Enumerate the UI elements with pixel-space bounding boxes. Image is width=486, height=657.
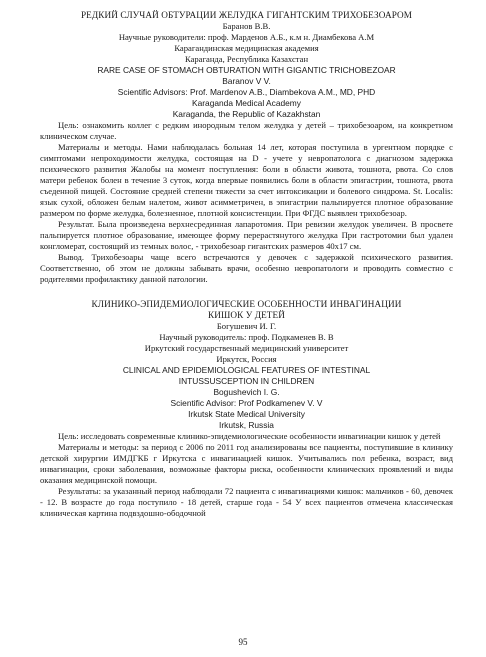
article2-institution-ru: Иркутский государственный медицинский университет	[144, 343, 349, 353]
article2-title-en-line1: CLINICAL AND EPIDEMIOLOGICAL FEATURES OF INTESTINAL	[122, 365, 371, 375]
article1-institution-ru: Карагандинская медицинская академия	[174, 43, 319, 53]
article2-title-ru-line1: КЛИНИКО-ЭПИДЕМИОЛОГИЧЕСКИЕ ОСОБЕННОСТИ ИНВАГИНАЦИИ	[91, 299, 402, 309]
article1-paragraph: Вывод. Трихобезоары чаще всего встречаются у девочек с задержкой психического развития. Соответственно, об этом не должны забывать врачи, особенно невропатологи и проводить совместно с родителями профилактику данной патологии.	[40, 252, 453, 284]
article1-advisors-ru: Научные руководители: проф. Марденов А.Б., к.м н. Диамбекова А.М	[118, 32, 375, 42]
article2-advisors-en: Scientific Advisor: Prof Podkamenev V. V	[170, 398, 323, 408]
section-spacer	[40, 285, 453, 299]
article1-city-en: Karaganda, the Republic of Kazakhstan	[172, 109, 321, 119]
article2-advisors-ru: Научный руководитель: проф. Подкаменев В. В	[159, 332, 334, 342]
article2-institution-en: Irkutsk State Medical University	[188, 409, 305, 419]
article1-paragraph: Материалы и методы. Нами наблюдалась больная 14 лет, которая поступила в ургентном порядке с симптомами непроходимости желудка, состоящая на D - учете у невропатолога с диагнозом задержка психического развития Жалобы на момент поступления: боли в области живота, тошнота, рвота. Со слов матери ребенок болен в течение 3 суток, когда впервые появились боли в области эпигастрии, тошнота, рвота съеденной пищей. Состояние средней степени тяжести за счет интоксикации и болевого синдрома. St. Localis: язык сухой, обложен белым налетом, живот асимметричен, в эпигастрии пальпируется плотное образование размером по форме желудка, болезненное, плотной консистенции. При ФГДС выявлен трихобезоар.	[40, 142, 453, 218]
document-page	[40, 10, 453, 519]
article1-author-ru: Баранов В.В.	[222, 21, 271, 31]
article2-city-ru: Иркутск, Россия	[216, 354, 277, 364]
article2-paragraph: Материалы и методы: за период с 2006 по 2011 год анализированы все пациенты, поступившие в клинику детской хирургии ИМДГКБ г Иркутска с инвагинацией кишок. Учитывались пол ребенка, возраст, вид инвагинации, сроки заболевания, возможные факторы риска, особенности клинических проявлений и виды оказания медицинской помощи.	[40, 442, 453, 485]
article1-paragraph: Результат. Была произведена верхнесрединная лапаротомия. При ревизии желудок увеличен. В просвете пальпируется плотное образование, имеющее форму перерастянутого желудка При гастротомии был удален конгломерат, состоящий из темных волос, - трихобезоар гигантских размеров 40х17 см.	[40, 219, 453, 251]
article2-author-ru: Богушевич И. Г.	[216, 321, 277, 331]
article2-paragraph: Результаты: за указанный период наблюдали 72 пациента с инвагинациями кишок: мальчиков - 60, девочек - 12. В возрасте до года поступило - 18 детей, старше года - 54 У всех пациентов отмечена классическая клиническая картина подвздошно-ободочной	[40, 486, 453, 518]
article2-city-en: Irkutsk, Russia	[219, 420, 274, 430]
article1-title-ru: РЕДКИЙ СЛУЧАЙ ОБТУРАЦИИ ЖЕЛУДКА ГИГАНТСКИМ ТРИХОБЕЗОАРОМ	[80, 10, 413, 20]
article2-paragraph: Цель: исследовать современные клинико-эпидемиологические особенности инвагинации кишок у детей	[58, 431, 441, 441]
article1-institution-en: Karaganda Medical Academy	[192, 98, 301, 108]
article1-title-en: RARE CASE OF STOMACH OBTURATION WITH GIGANTIC TRICHOBEZOAR	[97, 65, 396, 75]
article1-paragraph: Цель: ознакомить коллег с редким инородным телом желудка у детей – трихобезоаром, на конкретном клиническом случае.	[40, 120, 453, 141]
article1-advisors-en: Scientific Advisors: Prof. Mardenov A.B., Diambekova A.M., MD, PHD	[117, 87, 376, 97]
article2-title-ru-line2: КИШОК У ДЕТЕЙ	[208, 310, 285, 320]
article1-city-ru: Караганда, Республика Казахстан	[184, 54, 309, 64]
article2-title-en-line2: INTUSSUSCEPTION IN CHILDREN	[178, 376, 315, 386]
article2-author-en: Bogushevich I. G.	[213, 387, 280, 397]
page-number: 95	[238, 637, 248, 647]
article1-author-en: Baranov V V.	[222, 76, 271, 86]
